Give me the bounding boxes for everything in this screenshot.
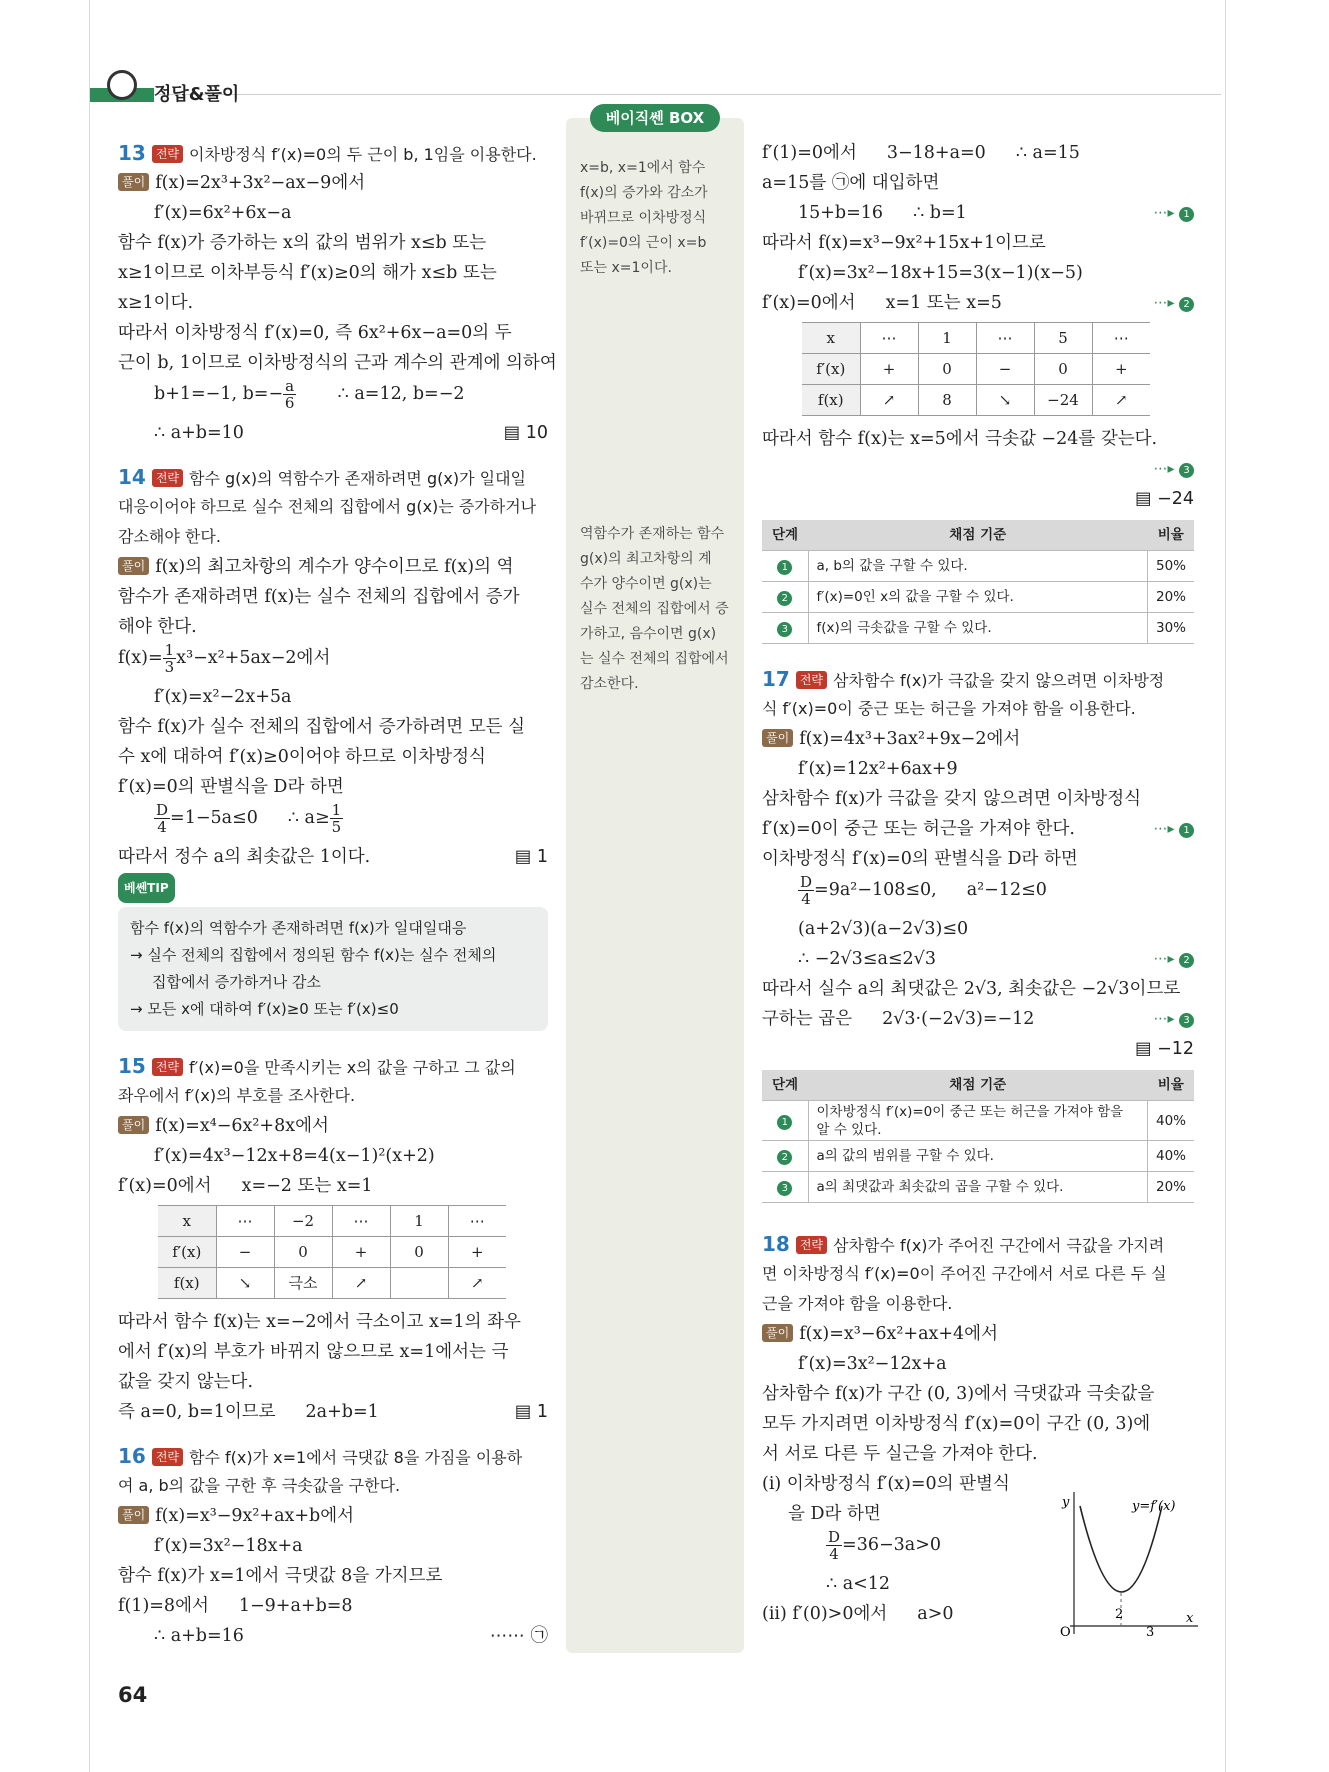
math-text: ∴ b=1: [913, 203, 967, 223]
text-line: 해야 한다.: [118, 617, 197, 637]
tip-box: [118, 907, 548, 1031]
math-text: 구하는 곱은: [762, 1009, 853, 1029]
math-line: (a+2√3)(a−2√3)≤0: [798, 919, 969, 939]
table-cell: −24: [1034, 385, 1092, 416]
solution-tag: 풀이: [118, 173, 149, 191]
math-text: x=−2 또는 x=1: [241, 1176, 373, 1196]
text-line: 따라서 함수 f(x)는 x=5에서 극솟값 −24를 갖는다.: [762, 429, 1158, 449]
table-header: 단계: [762, 1070, 808, 1101]
step-marker: ⋯▸ 3: [1154, 1004, 1194, 1034]
solution-line: [118, 168, 548, 198]
table-row: [762, 613, 1194, 644]
table-cell: [762, 1172, 808, 1203]
box-note-13: [580, 156, 736, 281]
answer: ▤ 10: [503, 423, 548, 443]
table-cell: x: [802, 323, 860, 354]
math-line: f′(x)=3x²−18x+15=3(x−1)(x−5): [798, 263, 1083, 283]
equation-marker: ⋯⋯ ㉠: [489, 1626, 548, 1646]
strategy-text: 함수 g(x)의 역함수가 존재하려면 g(x)가 일대일: [189, 469, 526, 488]
tip-line: → 모든 x에 대하여 f′(x)≥0 또는 f′(x)≤0: [130, 1000, 399, 1018]
solution-line: [118, 1501, 548, 1531]
table-cell: 극소: [274, 1268, 332, 1299]
answer-value: 10: [525, 423, 548, 443]
math-text: 1−9+a+b=8: [238, 1596, 353, 1616]
strategy-text: f′(x)=0을 만족시키는 x의 값을 구하고 그 값의: [189, 1058, 516, 1077]
step-marker: ⋯▸ 2: [1154, 944, 1194, 974]
math-line: [762, 874, 1194, 914]
table-row: [158, 1268, 506, 1299]
math-text: x=1 또는 x=5: [885, 293, 1002, 313]
clock-icon: [107, 70, 137, 100]
fraction: [163, 642, 177, 675]
numerator: D: [156, 801, 169, 819]
math-line: f(x)=x⁴−6x²+8x에서: [155, 1116, 329, 1136]
solution-line: [118, 552, 548, 582]
table-cell: ⋯: [332, 1206, 390, 1237]
answer: ▤ 1: [514, 847, 548, 867]
tip-line: → 실수 전체의 집합에서 정의된 함수 f(x)는 실수 전체의: [130, 946, 497, 964]
table-row: [762, 582, 1194, 613]
text-line: a=15를 ㉠에 대입하면: [762, 173, 940, 193]
strategy-tag: 전략: [152, 1448, 183, 1466]
table-cell: [762, 551, 808, 582]
text-line: x≥1이다.: [118, 293, 194, 313]
curve-label: y=f′(x): [1132, 1499, 1176, 1514]
table-header-row: [762, 520, 1194, 551]
answer-value: 1: [536, 847, 548, 867]
text-line: [762, 814, 1194, 844]
table-cell: +: [332, 1237, 390, 1268]
table-cell: f(x): [802, 385, 860, 416]
table-cell: f′(x): [802, 354, 860, 385]
text-line: 모두 가지려면 이차방정식 f′(x)=0이 구간 (0, 3)에: [762, 1414, 1151, 1434]
math-text: ∴ −2√3≤a≤2√3: [798, 949, 936, 969]
math-line: [762, 288, 1194, 318]
table-cell: a의 값의 범위를 구할 수 있다.: [808, 1141, 1147, 1172]
answer: ▤ −24: [1134, 489, 1194, 509]
fraction: [798, 874, 814, 907]
box-note-line: f′(x)=0의 근이 x=b: [580, 235, 707, 251]
strategy-text: 대응이어야 하므로 실수 전체의 집합에서 g(x)는 증가하거나: [118, 497, 537, 516]
answer-line: [762, 484, 1194, 514]
question-number: 18: [762, 1232, 790, 1256]
header-title: 정답&풀이: [154, 84, 240, 105]
table-cell: +: [860, 354, 918, 385]
table-cell: 20%: [1147, 1172, 1194, 1203]
step-number: 1: [1179, 823, 1194, 838]
table-row: [802, 323, 1150, 354]
numerator: 1: [331, 801, 342, 819]
tip-badge: 베쎈TIP: [118, 873, 175, 903]
table-header: 채점 기준: [808, 1070, 1147, 1101]
basic-box-panel: [566, 118, 744, 1653]
math-line: [762, 198, 1194, 228]
text-line: 삼차함수 f(x)가 극값을 갖지 않으려면 이차방정식: [762, 789, 1142, 809]
math-line: [118, 1621, 548, 1651]
table-cell: ↗: [448, 1268, 506, 1299]
math-line: [118, 642, 548, 682]
table-cell: f(x)의 극솟값을 구할 수 있다.: [808, 613, 1147, 644]
math-text: 3−18+a=0: [886, 143, 986, 163]
math-line: f(x)=4x³+3ax²+9x−2에서: [799, 729, 1021, 749]
strategy-tag: 전략: [152, 145, 183, 163]
math-text: ∴ a=12, b=−2: [337, 384, 465, 404]
table-cell: ⋯: [860, 323, 918, 354]
strategy-tag: 전략: [152, 1058, 183, 1076]
strategy-tag: 전략: [796, 671, 827, 689]
math-text: ∴ a=15: [1015, 143, 1080, 163]
q17-strategy: [762, 664, 1194, 694]
box-note-line: 역함수가 존재하는 함수: [580, 526, 725, 542]
tip-line: 집합에서 증가하거나 감소: [152, 973, 321, 991]
box-note-line: g(x)의 최고차항의 계: [580, 551, 712, 567]
step-number: 3: [1179, 463, 1194, 478]
table-cell: +: [448, 1237, 506, 1268]
strategy-text: 근을 가져야 함을 이용한다.: [762, 1294, 953, 1313]
box-note-line: 감소한다.: [580, 676, 639, 692]
text-line: (i) 이차방정식 f′(x)=0의 판별식: [762, 1474, 1010, 1494]
math-line: [118, 1591, 548, 1621]
step-number: 3: [1179, 1013, 1194, 1028]
q13-strategy: [118, 138, 548, 168]
denominator: 6: [284, 394, 295, 412]
box-note-line: 가하고, 음수이면 g(x): [580, 626, 717, 642]
math-text: f′(x)=0에서: [762, 293, 856, 313]
sign-table: [802, 322, 1150, 416]
numerator: D: [828, 1528, 841, 1546]
table-cell: ⋯: [448, 1206, 506, 1237]
text-line: 따라서 함수 f(x)는 x=−2에서 극소이고 x=1의 좌우: [118, 1312, 521, 1332]
step-number: 1: [1179, 207, 1194, 222]
step-number: 2: [777, 591, 792, 606]
denominator: 3: [164, 658, 175, 676]
table-cell: 50%: [1147, 551, 1194, 582]
table-cell: 0: [274, 1237, 332, 1268]
math-text: f′(1)=0에서: [762, 143, 857, 163]
table-cell: 이차방정식 f′(x)=0이 중근 또는 허근을 가져야 함을 알 수 있다.: [808, 1101, 1147, 1141]
fraction: [826, 1529, 842, 1562]
math-text: ∴ a+b=16: [154, 1626, 244, 1646]
text-line: 근이 b, 1이므로 이차방정식의 근과 계수의 관계에 의하여: [118, 353, 557, 373]
table-cell: x: [158, 1206, 216, 1237]
q18-strategy: [762, 1229, 1194, 1259]
math-text: =9a²−108≤0,: [814, 880, 937, 900]
step-marker: ⋯▸ 2: [1154, 288, 1194, 318]
basic-box-title: 베이직쎈 BOX: [590, 104, 720, 132]
box-note-line: f(x)의 증가와 감소가: [580, 185, 708, 201]
table-cell: 1: [918, 323, 976, 354]
right-margin-line: [1225, 0, 1226, 1772]
question-number: 15: [118, 1054, 146, 1078]
math-line: f′(x)=6x²+6x−a: [154, 203, 292, 223]
x-axis-label: x: [1186, 1611, 1194, 1626]
math-line: [762, 138, 1194, 168]
math-text: f′(x)=0에서: [118, 1176, 212, 1196]
strategy-text: 함수 f(x)가 x=1에서 극댓값 8을 가짐을 이용하: [189, 1448, 523, 1467]
answer-line: [118, 842, 548, 872]
step-number: 3: [777, 1181, 792, 1196]
step-marker: ⋯▸ 1: [1154, 198, 1194, 228]
parabola-graph: [1050, 1488, 1200, 1636]
math-text: ∴ a≥: [287, 808, 330, 828]
page-number: 64: [118, 1683, 148, 1707]
text-line: 서 서로 다른 두 실근을 가져야 한다.: [762, 1444, 1038, 1464]
step-number: 3: [777, 622, 792, 637]
step-number: 1: [777, 1115, 792, 1130]
answer-line: [762, 1034, 1194, 1064]
table-cell: ↗: [860, 385, 918, 416]
text-line: 값을 갖지 않는다.: [118, 1372, 254, 1392]
table-cell: +: [1092, 354, 1150, 385]
table-cell: −: [216, 1237, 274, 1268]
tick-label: 3: [1146, 1625, 1155, 1636]
step-number: 2: [1179, 953, 1194, 968]
text-line: 함수 f(x)가 x=1에서 극댓값 8을 가지므로: [118, 1566, 443, 1586]
strategy-text: 식 f′(x)=0이 중근 또는 허근을 가져야 함을 이용한다.: [762, 699, 1136, 718]
table-cell: 0: [390, 1237, 448, 1268]
table-cell: 40%: [1147, 1101, 1194, 1141]
math-text: 15+b=16: [798, 203, 884, 223]
math-text: f(x)=: [118, 648, 163, 668]
math-line: f(x)=x³−9x²+ax+b에서: [155, 1506, 355, 1526]
tick-label: 2: [1115, 1607, 1124, 1622]
answer-value: 1: [536, 1402, 548, 1422]
answer-line: [118, 418, 548, 448]
step-number: 2: [1179, 297, 1194, 312]
math-line: f′(x)=4x³−12x+8=4(x−1)²(x+2): [154, 1146, 435, 1166]
step-line: [762, 454, 1194, 484]
math-line: f(x)=2x³+3x²−ax−9에서: [155, 173, 366, 193]
step-marker: ⋯▸ 3: [1154, 454, 1194, 484]
table-row: [762, 1172, 1194, 1203]
box-note-line: 는 실수 전체의 집합에서: [580, 651, 729, 667]
table-row: [762, 551, 1194, 582]
table-cell: ↗: [332, 1268, 390, 1299]
math-text: a²−12≤0: [966, 880, 1047, 900]
solution-line: [118, 1111, 548, 1141]
box-note-14: [580, 522, 736, 697]
solution-line: [762, 724, 1194, 754]
text-line: 따라서 실수 a의 최댓값은 2√3, 최솟값은 −2√3이므로: [762, 979, 1181, 999]
table-header: 비율: [1147, 520, 1194, 551]
solution-line: [762, 1319, 1194, 1349]
table-cell: ↘: [216, 1268, 274, 1299]
denominator: 4: [157, 818, 167, 836]
question-number: 14: [118, 465, 146, 489]
strategy-text: 여 a, b의 값을 구한 후 극솟값을 구한다.: [118, 1476, 401, 1495]
table-cell: [762, 582, 808, 613]
math-line: [118, 802, 548, 842]
text-line: 수 x에 대하여 f′(x)≥0이어야 하므로 이차방정식: [118, 747, 486, 767]
math-line: f′(x)=12x²+6ax+9: [798, 759, 958, 779]
answer-value: −12: [1157, 1039, 1194, 1059]
denominator: 4: [801, 890, 811, 908]
text-line: 따라서 이차방정식 f′(x)=0, 즉 6x²+6x−a=0의 두: [118, 323, 512, 343]
table-cell: ↘: [976, 385, 1034, 416]
table-cell: −: [976, 354, 1034, 385]
fraction: [283, 378, 296, 411]
text-line: 즉 a=0, b=1이므로: [118, 1402, 276, 1422]
table-cell: f(x): [158, 1268, 216, 1299]
solution-tag: 풀이: [762, 729, 793, 747]
text-line: x≥1이므로 이차부등식 f′(x)≥0의 해가 x≤b 또는: [118, 263, 497, 283]
math-text: (ii) f′(0)>0에서: [762, 1604, 888, 1624]
table-cell: [390, 1268, 448, 1299]
math-text: ∴ a+b=10: [154, 423, 244, 443]
table-cell: −2: [274, 1206, 332, 1237]
answer-line: [118, 1397, 548, 1427]
math-text: a>0: [917, 1604, 954, 1624]
box-note-line: 또는 x=1이다.: [580, 260, 672, 276]
text-line: 을 D라 하면: [788, 1504, 881, 1524]
strategy-text: 삼차함수 f(x)가 주어진 구간에서 극값을 가지려: [833, 1236, 1165, 1255]
math-text: 2√3·(−2√3)=−12: [882, 1009, 1035, 1029]
grading-table: [762, 520, 1194, 644]
text-line: f(x)의 최고차항의 계수가 양수이므로 f(x)의 역: [155, 557, 514, 577]
strategy-text: 삼차함수 f(x)가 극값을 갖지 않으려면 이차방정: [833, 671, 1165, 690]
math-line: f(x)=x³−6x²+ax+4에서: [799, 1324, 998, 1344]
math-line: f′(x)=x²−2x+5a: [154, 687, 292, 707]
text-line: 이차방정식 f′(x)=0의 판별식을 D라 하면: [762, 849, 1078, 869]
strategy-tag: 전략: [152, 469, 183, 487]
table-cell: f′(x)=0인 x의 값을 구할 수 있다.: [808, 582, 1147, 613]
math-line: f′(x)=3x²−12x+a: [798, 1354, 947, 1374]
table-cell: 8: [918, 385, 976, 416]
table-row: [802, 354, 1150, 385]
y-axis-label: y: [1062, 1495, 1070, 1510]
math-text: f(1)=8에서: [118, 1596, 209, 1616]
right-column: [762, 138, 1194, 1629]
strategy-text: 이차방정식 f′(x)=0의 두 근이 b, 1임을 이용한다.: [189, 145, 537, 164]
left-margin-line: [89, 0, 90, 1772]
table-cell: 0: [918, 354, 976, 385]
table-cell: ⋯: [1092, 323, 1150, 354]
fraction: [330, 802, 344, 835]
table-cell: 5: [1034, 323, 1092, 354]
question-number: 16: [118, 1444, 146, 1468]
question-number: 17: [762, 667, 790, 691]
sign-table: [158, 1205, 506, 1299]
solution-tag: 풀이: [118, 1116, 149, 1134]
table-cell: 30%: [1147, 613, 1194, 644]
step-marker: ⋯▸ 1: [1154, 814, 1194, 844]
table-cell: 20%: [1147, 582, 1194, 613]
header-rule: [90, 94, 1221, 95]
table-cell: [762, 613, 808, 644]
text-line: 삼차함수 f(x)가 구간 (0, 3)에서 극댓값과 극솟값을: [762, 1384, 1155, 1404]
origin-label: O: [1060, 1625, 1071, 1636]
strategy-text: 좌우에서 f′(x)의 부호를 조사한다.: [118, 1086, 356, 1105]
table-cell: [762, 1101, 808, 1141]
table-row: [802, 385, 1150, 416]
step-number: 1: [777, 560, 792, 575]
answer: ▤ −12: [1134, 1039, 1194, 1059]
step-number: 2: [777, 1150, 792, 1165]
math-line: [762, 944, 1194, 974]
math-line: ∴ a<12: [826, 1574, 891, 1594]
text-line: 함수 f(x)가 실수 전체의 집합에서 증가하려면 모든 실: [118, 717, 526, 737]
denominator: 5: [331, 818, 342, 836]
table-cell: ⋯: [976, 323, 1034, 354]
tip-line: 함수 f(x)의 역함수가 존재하려면 f(x)가 일대일대응: [130, 919, 467, 937]
table-cell: ⋯: [216, 1206, 274, 1237]
table-cell: f′(x): [158, 1237, 216, 1268]
left-column: [118, 138, 557, 1651]
table-cell: ↗: [1092, 385, 1150, 416]
denominator: 4: [829, 1545, 839, 1563]
solution-tag: 풀이: [118, 1506, 149, 1524]
strategy-text: 면 이차방정식 f′(x)=0이 주어진 구간에서 서로 다른 두 실: [762, 1264, 1167, 1283]
answer: ▤ 1: [514, 1402, 548, 1422]
text-line: f′(x)=0이 중근 또는 허근을 가져야 한다.: [762, 819, 1075, 839]
text-line: 따라서 f(x)=x³−9x²+15x+1이므로: [762, 233, 1046, 253]
grading-table: [762, 1070, 1194, 1203]
table-row: [158, 1237, 506, 1268]
numerator: 1: [164, 641, 175, 659]
answer-value: −24: [1157, 489, 1194, 509]
box-note-line: x=b, x=1에서 함수: [580, 160, 706, 176]
table-row: [762, 1101, 1194, 1141]
text-line: f′(x)=0의 판별식을 D라 하면: [118, 777, 344, 797]
table-cell: 1: [390, 1206, 448, 1237]
table-header-row: [762, 1070, 1194, 1101]
table-header: 단계: [762, 520, 808, 551]
math-line: f′(x)=3x²−18x+a: [154, 1536, 303, 1556]
table-cell: 0: [1034, 354, 1092, 385]
table-cell: a, b의 값을 구할 수 있다.: [808, 551, 1147, 582]
math-line: [118, 378, 548, 418]
table-cell: [762, 1141, 808, 1172]
table-row: [158, 1206, 506, 1237]
table-header: 비율: [1147, 1070, 1194, 1101]
strategy-tag: 전략: [796, 1236, 827, 1254]
table-cell: 40%: [1147, 1141, 1194, 1172]
table-row: [762, 1141, 1194, 1172]
solution-tag: 풀이: [118, 557, 149, 575]
q14-strategy: [118, 462, 548, 492]
tip-section: [118, 872, 548, 1031]
box-note-line: 바뀌므로 이차방정식: [580, 210, 707, 226]
strategy-text: 감소해야 한다.: [118, 527, 221, 546]
box-note-line: 수가 양수이면 g(x)는: [580, 576, 712, 592]
table-cell: a의 최댓값과 최솟값의 곱을 구할 수 있다.: [808, 1172, 1147, 1203]
math-text: =36−3a>0: [842, 1535, 941, 1555]
math-text: x³−x²+5ax−2에서: [176, 648, 331, 668]
math-text: =1−5a≤0: [170, 808, 258, 828]
numerator: a: [285, 377, 295, 395]
solution-tag: 풀이: [762, 1324, 793, 1342]
box-note-line: 실수 전체의 집합에서 증: [580, 601, 729, 617]
numerator: D: [800, 873, 813, 891]
q16-strategy: [118, 1441, 548, 1471]
text-line: 함수 f(x)가 증가하는 x의 값의 범위가 x≤b 또는: [118, 233, 487, 253]
question-number: 13: [118, 141, 146, 165]
math-text: b+1=−1, b=−: [154, 384, 284, 404]
text-line: 함수가 존재하려면 f(x)는 실수 전체의 집합에서 증가: [118, 587, 520, 607]
parabola-curve: [1080, 1506, 1162, 1592]
text-line: 따라서 정수 a의 최솟값은 1이다.: [118, 847, 371, 867]
math-text: 2a+b=1: [305, 1402, 379, 1422]
math-line: [762, 1004, 1194, 1034]
math-line: [118, 1171, 548, 1201]
q15-strategy: [118, 1051, 548, 1081]
fraction: [154, 802, 170, 835]
table-header: 채점 기준: [808, 520, 1147, 551]
text-line: 에서 f′(x)의 부호가 바뀌지 않으므로 x=1에서는 극: [118, 1342, 509, 1362]
